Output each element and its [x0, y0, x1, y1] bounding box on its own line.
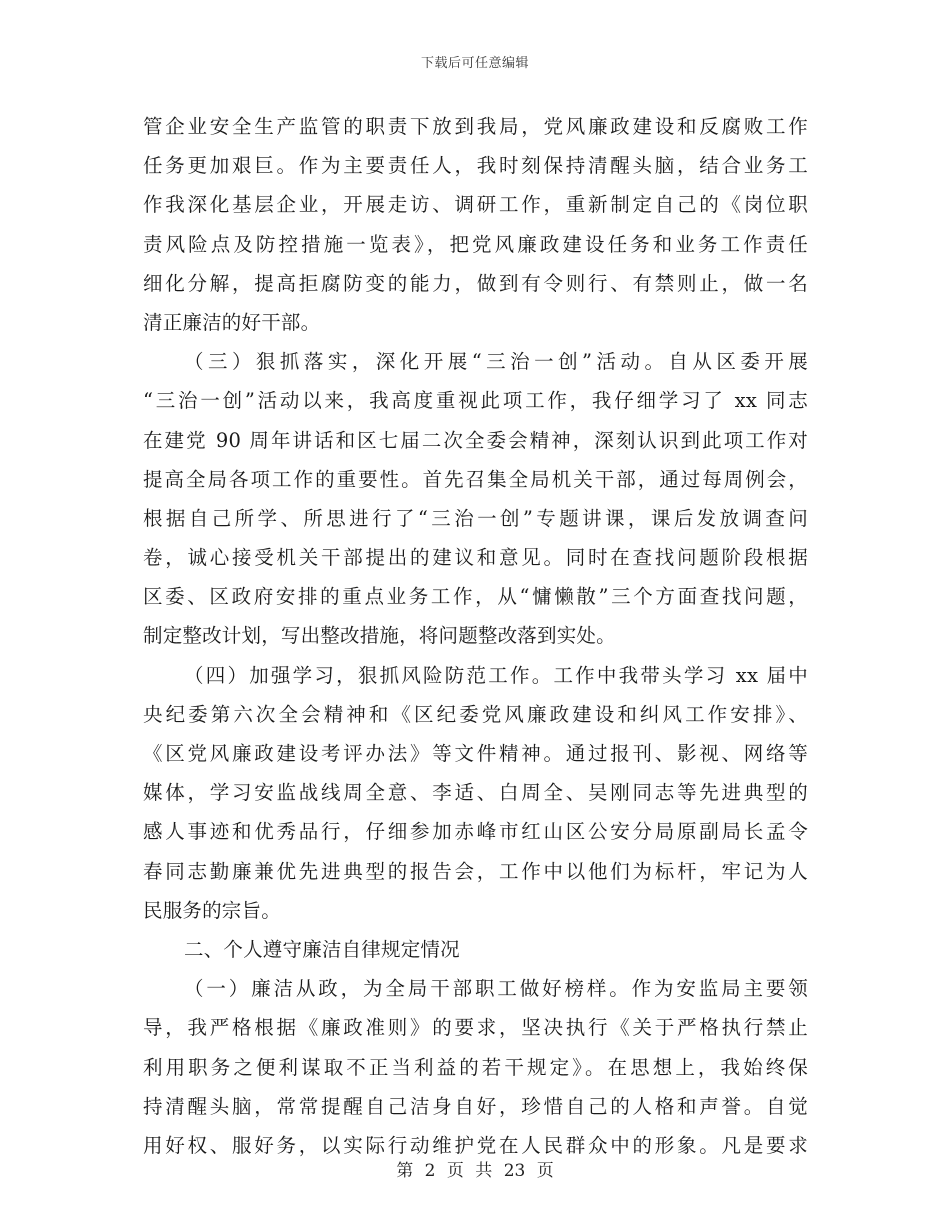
text-line: 媒体，学习安监战线周全意、李适、白周全、吴刚同志等先进典型的	[143, 781, 808, 805]
text-line: 导，我严格根据《廉政准则》的要求，坚决执行《关于严格执行禁止	[143, 1016, 808, 1040]
text-line: 春同志勤廉兼优先进典型的报告会，工作中以他们为标杆，牢记为人	[143, 859, 808, 883]
text-line: 《区党风廉政建设考评办法》等文件精神。通过报刊、影视、网络等	[143, 742, 808, 765]
text-line: 任务更加艰巨。作为主要责任人，我时刻保持清醒头脑，结合业务工	[143, 154, 808, 178]
text-line: 提高全局各项工作的重要性。首先召集全局机关干部，通过每周例会，	[143, 467, 808, 491]
text-line: 责风险点及防控措施一览表》，把党风廉政建设任务和业务工作责任	[143, 232, 808, 256]
text-line: “三治一创”活动以来，我高度重视此项工作，我仔细学习了 xx 同志	[143, 389, 808, 413]
text-line: 用好权、服好务，以实际行动维护党在人民群众中的形象。凡是要求	[143, 1133, 808, 1157]
text-line: 卷，诚心接受机关干部提出的建议和意见。同时在查找问题阶段根据	[143, 546, 808, 570]
text-line: 央纪委第六次全会精神和《区纪委党风廉政建设和纠风工作安排》、	[143, 702, 808, 726]
text-line: 感人事迹和优秀品行，仔细参加赤峰市红山区公安分局原副局长孟令	[143, 820, 808, 844]
text-line: （四）加强学习，狠抓风险防范工作。工作中我带头学习 xx 届中	[184, 663, 808, 687]
text-line: 二、个人遵守廉洁自律规定情况	[184, 937, 460, 961]
page-footer: 第 2 页 共 23 页	[396, 1161, 554, 1181]
text-line: 区委、区政府安排的重点业务工作，从“慵懒散”三个方面查找问题，	[143, 585, 808, 609]
text-line: 利用职务之便利谋取不正当利益的若干规定》。在思想上，我始终保	[143, 1055, 808, 1079]
text-line: 管企业安全生产监管的职责下放到我局，党风廉政建设和反腐败工作	[143, 115, 808, 138]
document-body	[143, 107, 808, 1165]
text-line: 作我深化基层企业，开展走访、调研工作，重新制定自己的《岗位职	[143, 193, 808, 217]
text-line: 根据自己所学、所思进行了“三治一创”专题讲课，课后发放调查问	[143, 506, 808, 530]
text-line: （三）狠抓落实，深化开展“三治一创”活动。自从区委开展	[184, 350, 808, 374]
text-line: 清正廉洁的好干部。	[143, 310, 321, 334]
text-line: 在建党 90 周年讲话和区七届二次全委会精神，深刻认识到此项工作对	[143, 428, 808, 452]
page-header: 下载后可任意编辑	[420, 56, 529, 71]
text-line: 持清醒头脑，常常提醒自己洁身自好，珍惜自己的人格和声誉。自觉	[143, 1094, 808, 1118]
text-line: （一）廉洁从政，为全局干部职工做好榜样。作为安监局主要领	[184, 977, 808, 1001]
text-line: 民服务的宗旨。	[143, 898, 281, 922]
text-line: 制定整改计划，写出整改措施，将问题整改落到实处。	[143, 624, 616, 648]
text-line: 细化分解，提高拒腐防变的能力，做到有令则行、有禁则止，做一名	[143, 271, 808, 295]
